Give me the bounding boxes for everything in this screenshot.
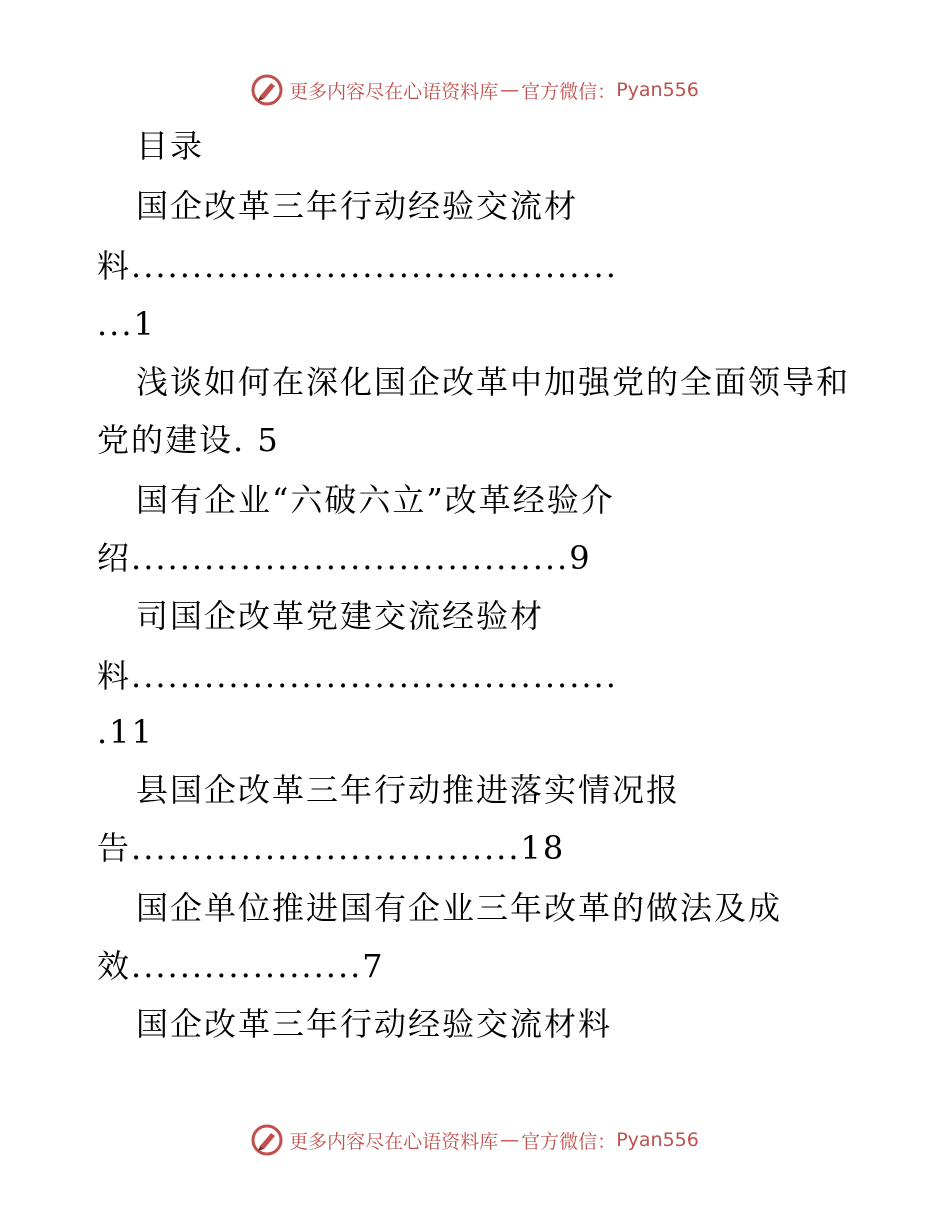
toc-entry-5-title: 县国企改革三年行动推进落实情况报 (136, 771, 681, 809)
banner-wechat-label: 官方微信： (521, 1130, 617, 1153)
toc-entry-1-page: 1 (133, 305, 156, 343)
toc-entry-4-title: 司国企改革党建交流经验材 (136, 597, 545, 635)
toc-entry-1-dots: ........................................ (131, 247, 618, 285)
toc-entry-6-page: 7 (362, 947, 385, 985)
toc-entry-3-title: 国有企业“六破六立”改革经验介 (136, 481, 615, 519)
banner-wechat-id: Pyan556 (616, 79, 699, 101)
banner-main-text: 更多内容尽在心语资料库 (289, 1130, 499, 1153)
toc-entry-5-continuation: 告................................18 (97, 829, 566, 867)
toc-entry-3-continuation: 绍....................................9 (97, 539, 592, 577)
pen-logo-icon (251, 1124, 283, 1156)
toc-entry-1-page-line: ...1 (97, 305, 156, 343)
banner-wechat-label: 官方微信： (521, 80, 617, 103)
toc-entry-1-title: 国企改革三年行动经验交流材 (136, 187, 579, 225)
toc-entry-4-continuation: 料........................................ (97, 657, 618, 695)
toc-entry-6-continuation: 效...................7 (97, 947, 385, 985)
toc-entry-4-page: 11 (109, 713, 154, 751)
toc-entry-3-page: 9 (569, 539, 592, 577)
trailing-section-title: 国企改革三年行动经验交流材料 (136, 1005, 613, 1043)
banner-separator: — (500, 79, 520, 101)
toc-entry-4-page-line: .11 (97, 713, 154, 751)
banner-separator: — (500, 1129, 520, 1151)
banner-wechat-id: Pyan556 (616, 1129, 699, 1151)
toc-entry-1-continuation: 料........................................ (97, 247, 618, 285)
banner-main-text: 更多内容尽在心语资料库 (289, 80, 499, 103)
toc-heading: 目录 (136, 127, 205, 165)
header-watermark-banner (0, 70, 950, 110)
footer-watermark-banner (0, 1120, 950, 1160)
pen-logo-icon (251, 74, 283, 106)
toc-entry-2-title: 浅谈如何在深化国企改革中加强党的全面领导和 (136, 363, 851, 401)
toc-entry-6-title: 国企单位推进国有企业三年改革的做法及成 (136, 889, 783, 927)
toc-entry-5-page: 18 (520, 829, 566, 867)
toc-entry-2-continuation: 党的建设. 5 (97, 421, 280, 459)
toc-entry-2-page: 5 (257, 421, 280, 459)
